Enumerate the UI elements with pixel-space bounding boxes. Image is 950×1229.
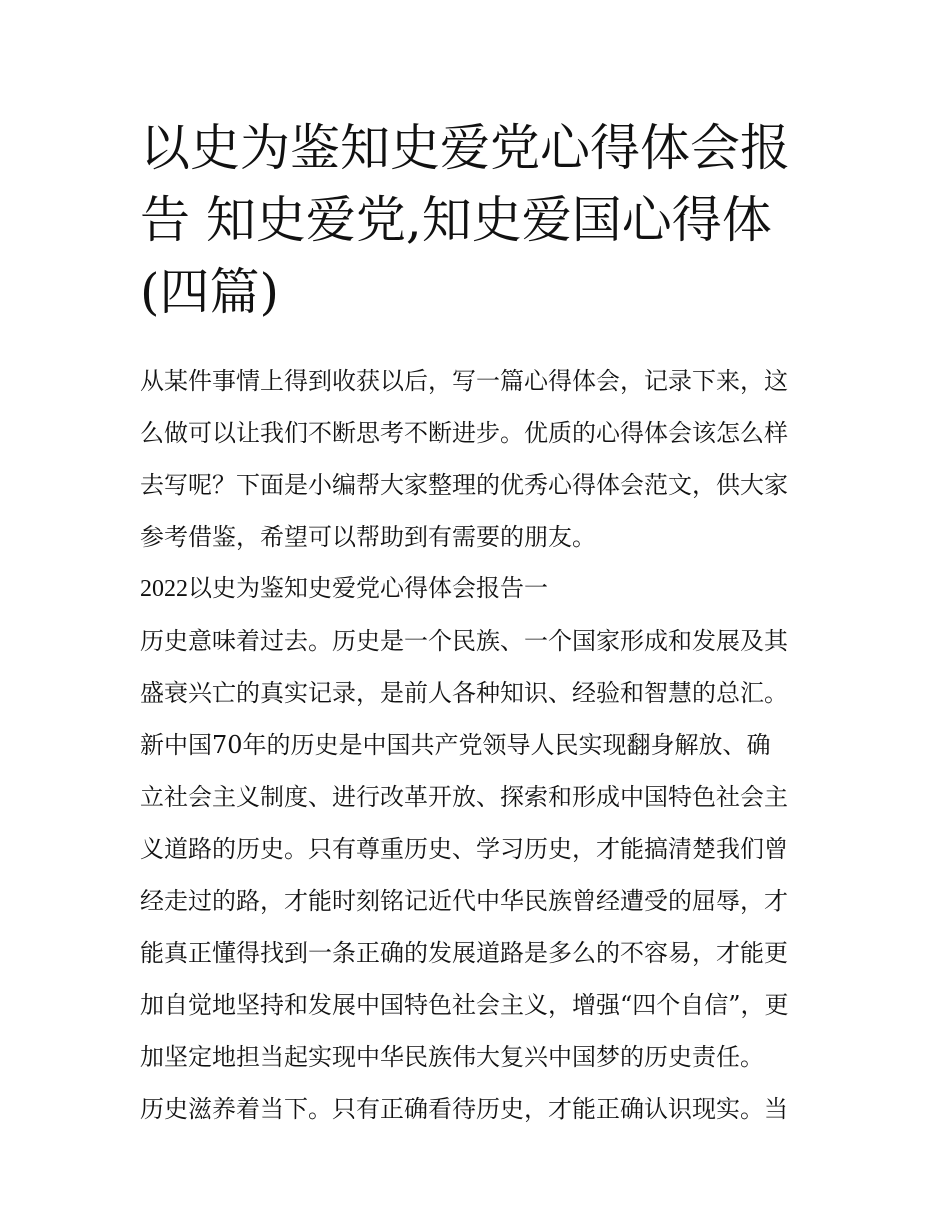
document-body — [140, 355, 820, 1135]
text-line: 能真正懂得找到一条正确的发展道路是多么的不容易，才能更 — [140, 939, 788, 967]
text-line: 新中国70年的历史是中国共产党领导人民实现翻身解放、确 — [140, 731, 771, 759]
document-title — [140, 112, 820, 328]
text-line: 参考借鉴，希望可以帮助到有需要的朋友。 — [140, 523, 596, 551]
text-line: 历史滋养着当下。只有正确看待历史，才能正确认识现实。当 — [140, 1095, 788, 1123]
text-line: 盛衰兴亡的真实记录，是前人各种知识、经验和智慧的总汇。 — [140, 679, 788, 707]
text-line: 义道路的历史。只有尊重历史、学习历史，才能搞清楚我们曾 — [140, 835, 788, 863]
intro-paragraph — [140, 355, 820, 563]
text-line: 经走过的路，才能时刻铭记近代中华民族曾经遭受的屈辱，才 — [140, 887, 788, 915]
text-line: 么做可以让我们不断思考不断进步。优质的心得体会该怎么样 — [140, 419, 788, 447]
text-line: 加自觉地坚持和发展中国特色社会主义，增强“四个自信”，更 — [140, 991, 789, 1019]
body-paragraph-2 — [140, 1083, 820, 1135]
text-line: 加坚定地担当起实现中华民族伟大复兴中国梦的历史责任。 — [140, 1043, 764, 1071]
text-line: 历史意味着过去。历史是一个民族、一个国家形成和发展及其 — [140, 627, 788, 655]
title-line: 告 知史爱党,知史爱国心得体 — [140, 191, 772, 249]
title-line: 以史为鉴知史爱党心得体会报 — [140, 119, 790, 177]
text-line: 去写呢？下面是小编帮大家整理的优秀心得体会范文，供大家 — [140, 471, 788, 499]
text-line: 从某件事情上得到收获以后，写一篇心得体会，记录下来，这 — [140, 367, 788, 395]
body-paragraph-1 — [140, 615, 820, 1083]
section-heading: 2022以史为鉴知史爱党心得体会报告一 — [140, 576, 548, 602]
text-line: 立社会主义制度、进行改革开放、探索和形成中国特色社会主 — [140, 783, 788, 811]
title-line: (四篇) — [140, 263, 280, 321]
